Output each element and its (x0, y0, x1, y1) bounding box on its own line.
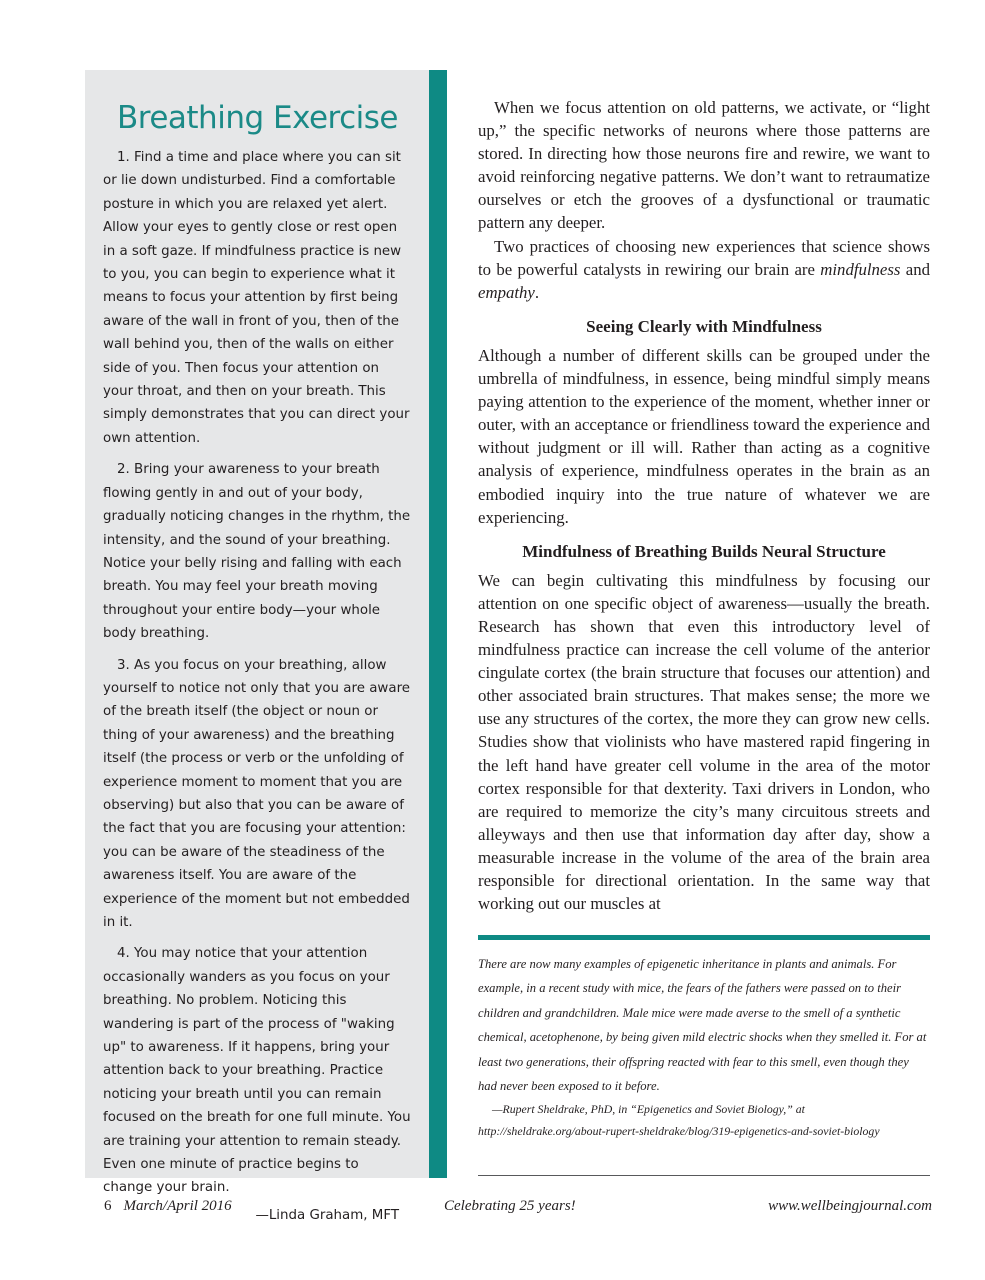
article-paragraph-3: Although a number of different skills can be grouped under the umbrella of mindfulness, in essence, being mindful simply means paying attention to the experience of the moment, whether inner or outer, with an acceptance or friendliness toward the experience and without judgment or ill will. Rather than acting as a cognitive analysis of experience, mindfulness operates in the brain as an embodied inquiry into the true nature of whatever we are experiencing. (478, 345, 930, 527)
footer-tagline: Celebrating 25 years! (444, 1198, 576, 1214)
article-body (478, 96, 930, 915)
quote-text: There are now many examples of epigenetic inheritance in plants and animals. For example, in a recent study with mice, the fears of the fathers were passed on to their children and grandchildren. Male mice were made averse to the smell of a synthetic chemical, acetophenone, by being given mild electric shocks when they smelled it. For at least two generations, their offspring reacted with fear to this smell, even though they had never been exposed to it before. (478, 957, 927, 1094)
quote-top-rule (478, 935, 930, 940)
section-heading-seeing-clearly: Seeing Clearly with Mindfulness (586, 316, 822, 336)
page-number: 6 (104, 1198, 112, 1214)
exercise-step-4: 4. You may notice that your attention occasionally wanders as you focus on your breathing. No problem. Noticing this wandering is part of the process of "waking up" to awareness. If it happens, bring your attention back to your breathing. Practice noticing your breath until you can remain focused on the breath for one full minute. You are training your attention to remain steady. Even one minute of practice begins to change your brain. (103, 946, 411, 1196)
paragraph-2-text-start: Two practices of choosing new experiences that science shows to be powerful catalysts in rewiring our brain are (478, 236, 930, 279)
sidebar-title: Breathing Exercise (117, 100, 398, 136)
article-paragraph-2 (478, 235, 930, 304)
article-paragraph-1: When we focus attention on old patterns, we activate, or “light up,” the specific networks of neurons where those patterns are stored. In directing how those neurons fire and rewire, we want to avoid reinforcing negative patterns. We don’t want to retraumatize ourselves or etch the grooves of a dysfunctional or traumatic pattern any deeper. (478, 98, 930, 233)
exercise-step-2: 2. Bring your awareness to your breath flowing gently in and out of your body, gradually noticing changes in the rhythm, the intensity, and the sound of your breathing. Notice your belly rising and falling with each breath. You may feel your breath moving throughout your entire body—your whole body breathing. (103, 462, 411, 642)
section-heading-mindfulness-of-breathing: Mindfulness of Breathing Builds Neural Structure (522, 541, 886, 561)
exercise-step-1: 1. Find a time and place where you can sit or lie down undisturbed. Find a comfortable posture in which you are relaxed yet alert. Allow your eyes to gently close or rest open in a soft gaze. If mindfulness practice is new to you, you can begin to experience what it means to focus your attention by first being aware of the wall in front of you, then of the wall behind you, then of the walls on either side of you. Then focus your attention on your throat, and then on your breath. This simply demonstrates that you can direct your own attention. (103, 150, 410, 446)
page-footer (104, 1198, 932, 1220)
teal-divider-bar (429, 70, 447, 1178)
footer-website: www.wellbeingjournal.com (768, 1198, 932, 1214)
paragraph-2-text-end: . (534, 282, 540, 302)
article-paragraph-4: We can begin cultivating this mindfulness by focusing our attention on one specific object of awareness—usually the breath. Research has shown that even this introductory level of mindfulness practice can increase the cell volume of the anterior cingulate cortex (the brain structure that focuses our attention) and other associated brain structures. That makes sense; the more we use any structures of the cortex, the more they can grow new cells. Studies show that violinists who have mastered rapid fingering in the left hand have greater cell volume in the area of the motor cortex responsible for that dexterity. Taxi drivers in London, who are required to memorize the city’s many circuitous streets and alleyways and then use that information day after day, show a measurable increase in the volume of the area of the brain area responsible for directional orientation. In the same way that working out our muscles at (478, 570, 930, 914)
pull-quote (478, 952, 930, 1142)
sidebar-signature: —Linda Graham, MFT (255, 1207, 399, 1223)
exercise-step-3: 3. As you focus on your breathing, allow yourself to notice not only that you are aware of the breath itself (the object or noun or thing of your awareness) and the breathing itself (the process or verb or the unfolding of experience moment to moment that you are observing) but also that you can be aware of the fact that you are focusing your attention: you can be aware of the steadiness of the awareness itself. You are aware of the experience of the moment but not embedded in it. (103, 657, 411, 930)
mindfulness-emphasis: mindfulness (820, 259, 901, 279)
footer-issue-info (104, 1198, 232, 1215)
quote-bottom-rule (478, 1175, 930, 1176)
paragraph-2-text-mid: and (900, 259, 930, 279)
issue-date: March/April 2016 (123, 1198, 232, 1214)
empathy-emphasis: empathy (478, 282, 535, 302)
quote-credit: —Rupert Sheldrake, PhD, in “Epigenetics and Soviet Biology,” at http://sheldrake.org/about-rupert-sheldrake/blog/319-epigenetics-and-soviet-biology (478, 1102, 880, 1139)
